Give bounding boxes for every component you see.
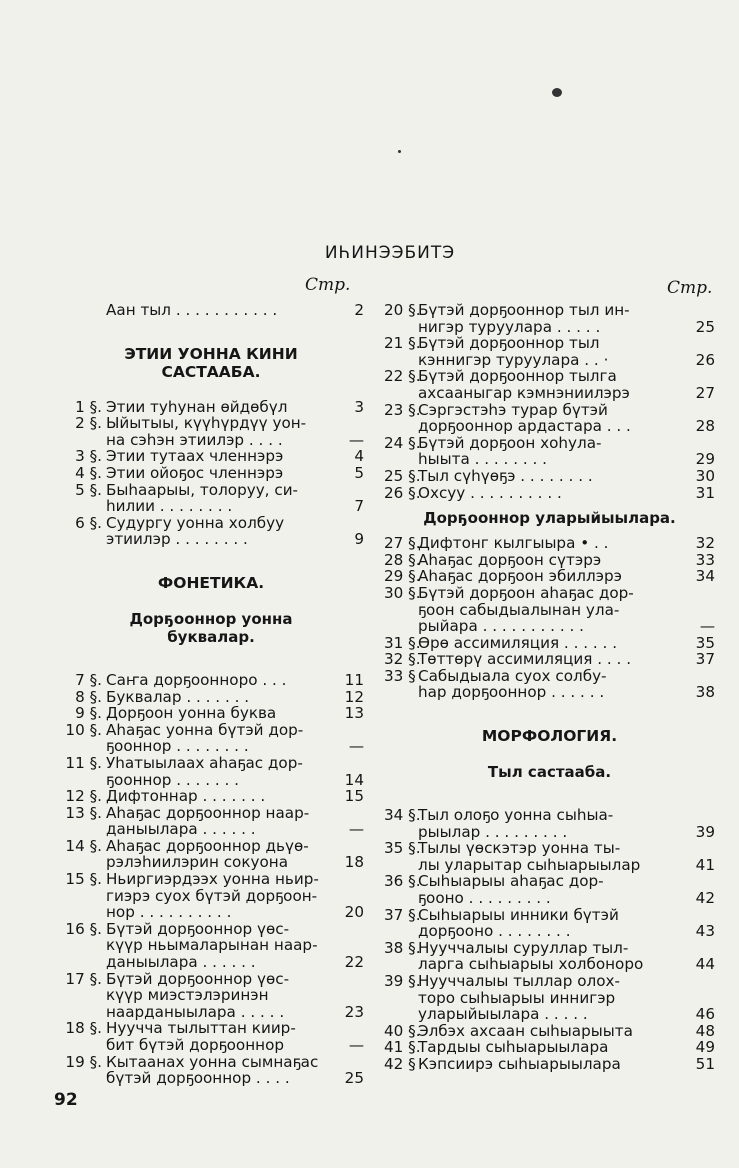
toc-entry-text: Элбэх ахсаан сыһыарыыта — [418, 1022, 633, 1040]
toc-entry-number: 42 § — [384, 1054, 416, 1073]
toc-entry-page: 30 — [695, 466, 715, 485]
page-column-header-right: Стр. — [667, 278, 713, 298]
toc-entry-text: нор . . . . . . . . . . — [106, 904, 232, 921]
subsection-heading: Тыл састааба. — [487, 763, 612, 782]
toc-entry — [58, 705, 364, 722]
toc-entry — [384, 435, 715, 452]
toc-entry-text: Ньиргиэрдээх уонна ньир- — [106, 871, 319, 888]
toc-entry-text: на сэһэн этиилэр . . . . — [106, 431, 283, 449]
toc-entry-text: нигэр туруулара . . . . . — [418, 318, 601, 336]
toc-entry-page: 20 — [344, 903, 364, 922]
toc-entry-text: ҕооннор . . . . . . . . — [106, 738, 249, 755]
toc-entry-text: рэлэһиилэрин сокуона — [106, 854, 289, 872]
toc-entry-number: 34 §. — [384, 806, 421, 825]
page-column-header-left: Стр. — [305, 275, 351, 295]
toc-entry-page: — — [348, 820, 364, 839]
toc-entry-text: ҕоон сабыдыалынан ула- — [418, 601, 620, 619]
toc-entry-text: Аһаҕас дорҕооннор наар- — [106, 804, 310, 822]
toc-entry-text: Бүтэй дорҕоон аһаҕас дор- — [418, 584, 634, 602]
toc-entry — [384, 418, 715, 435]
toc-entry-text: Сэргэстэһэ турар бүтэй — [418, 401, 608, 419]
toc-entry-page: 12 — [344, 687, 364, 706]
page-number: 92 — [54, 1090, 78, 1110]
toc-entry-text: Аһаҕас дорҕоон эбиллэрэ — [418, 568, 622, 585]
toc-entry-text: рыылар . . . . . . . . . — [418, 823, 568, 841]
toc-entry — [384, 319, 715, 336]
toc-entry-number: 7 §. — [75, 670, 102, 689]
toc-entry-page: 38 — [695, 683, 715, 702]
toc-entry-text: гиэрэ суох бүтэй дорҕоон- — [106, 887, 318, 905]
toc-entry — [384, 485, 715, 502]
toc-entry — [58, 498, 364, 515]
toc-entry-number: 12 §. — [65, 787, 102, 806]
section-heading: ЭТИИ УОННА КИНИ — [124, 344, 298, 363]
toc-entry — [384, 824, 715, 841]
toc-entry-text: дорҕооннор ардастара . . . — [418, 418, 631, 435]
toc-entry-number: 29 §. — [384, 567, 421, 586]
toc-right-column — [384, 302, 715, 1073]
toc-entry-page: 9 — [354, 530, 364, 549]
toc-entry-number: 14 §. — [65, 836, 102, 855]
toc-entry-page: 39 — [695, 822, 715, 841]
toc-entry-page: 49 — [695, 1038, 715, 1057]
toc-entry-page: 13 — [344, 704, 364, 723]
toc-entry-text: һилии . . . . . . . . — [106, 498, 233, 515]
toc-entry-page: 32 — [695, 534, 715, 553]
toc-entry-page: 26 — [695, 350, 715, 369]
toc-entry — [58, 465, 364, 482]
toc-entry — [384, 807, 715, 824]
toc-entry-page: — — [348, 1036, 364, 1054]
toc-entry — [58, 1020, 364, 1037]
toc-entry — [384, 352, 715, 369]
toc-entry-number: 28 §. — [384, 550, 421, 569]
toc-entry-number: 11 §. — [65, 753, 102, 772]
toc-entry — [384, 618, 715, 635]
section-heading: МОРФОЛОГИЯ. — [481, 727, 618, 746]
toc-entry-page: 4 — [354, 447, 364, 466]
toc-entry-text: Этии туһунан өйдөбүл — [106, 398, 288, 416]
toc-entry-page: 25 — [344, 1069, 364, 1088]
subsection-heading: Дорҕооннор уонна — [129, 609, 293, 628]
toc-entry-text: Нуучча тылыттан киир- — [106, 1020, 296, 1037]
toc-entry-text: ҕооно . . . . . . . . . — [418, 890, 551, 907]
toc-entry — [384, 668, 715, 685]
toc-entry-text: Этии ойоҕос членнэрэ — [106, 464, 284, 482]
toc-entry — [58, 755, 364, 772]
toc-entry-page: 41 — [695, 855, 715, 874]
toc-entry — [58, 888, 364, 905]
toc-entry-text: Бүтэй дорҕооннор тыл ин- — [418, 302, 630, 319]
toc-entry — [384, 402, 715, 419]
toc-entry-number: 9 §. — [75, 704, 102, 723]
toc-entry — [384, 857, 715, 874]
toc-entry-number: 40 §. — [384, 1021, 421, 1040]
toc-entry-text: Аан тыл . . . . . . . . . . . — [106, 302, 278, 319]
toc-entry — [384, 585, 715, 602]
toc-entry — [58, 448, 364, 465]
toc-entry-text: Дифтонг кылгыыра • . . — [418, 535, 609, 552]
toc-entry — [58, 689, 364, 706]
toc-entry-number: 6 §. — [75, 513, 102, 532]
toc-entry-page: 37 — [695, 650, 715, 669]
toc-entry-text: Сыһыарыы инники бүтэй — [418, 906, 619, 924]
toc-entry-text: Бүтэй дорҕооннор үөс- — [106, 920, 290, 938]
toc-entry — [384, 385, 715, 402]
toc-entry-text: ҕооннор . . . . . . . — [106, 771, 240, 789]
toc-entry-page: 7 — [354, 497, 364, 516]
section-heading: САСТААБА. — [161, 362, 261, 381]
toc-entry-page: 42 — [695, 889, 715, 908]
toc-entry-text: Аһаҕас дорҕоон сүтэрэ — [418, 551, 602, 569]
toc-entry — [58, 515, 364, 532]
toc-entry-page: — — [699, 617, 715, 636]
toc-entry — [58, 432, 364, 449]
toc-entry-text: Төттөрү ассимиляция . . . . — [418, 651, 632, 668]
toc-entry-number: 37 §. — [384, 905, 421, 924]
toc-entry-text: Охсуу . . . . . . . . . . — [418, 484, 562, 502]
toc-entry — [384, 940, 715, 957]
toc-entry-text: ахсааныгар кэмнэниилэрэ — [418, 384, 630, 402]
toc-entry-text: рыйара . . . . . . . . . . . — [418, 618, 584, 635]
toc-entry-number: 27 §. — [384, 534, 421, 553]
toc-entry-text: күүр миэстэлэринэн — [106, 987, 269, 1004]
toc-entry-text: торо сыһыарыы иннигэр — [418, 989, 616, 1007]
toc-entry-number: 18 §. — [65, 1019, 102, 1038]
toc-entry-text: Дорҕоон уонна буква — [106, 705, 277, 722]
toc-entry-page: 11 — [344, 670, 364, 689]
toc-entry-number: 3 §. — [75, 447, 102, 466]
toc-entry-page: 34 — [695, 567, 715, 586]
toc-entry — [58, 987, 364, 1004]
toc-entry — [58, 971, 364, 988]
toc-entry — [384, 302, 715, 319]
toc-entry-number: 21 §. — [384, 334, 421, 353]
toc-entry — [384, 956, 715, 973]
toc-entry — [58, 937, 364, 954]
toc-entry-text: этиилэр . . . . . . . . — [106, 531, 248, 548]
toc-entry-text: Кытаанах уонна сымнаҕас — [106, 1053, 319, 1071]
toc-entry-page: 27 — [695, 383, 715, 402]
toc-entry-text: Сыһыарыы аһаҕас дор- — [418, 873, 604, 891]
toc-entry-text: бит бүтэй дорҕооннор — [106, 1037, 285, 1054]
toc-entry-text: Бүтэй дорҕоон хоһула- — [418, 434, 602, 452]
toc-entry — [384, 368, 715, 385]
toc-entry-number: 4 §. — [75, 463, 102, 482]
toc-entry — [384, 1039, 715, 1056]
toc-entry-number: 20 §. — [384, 301, 421, 319]
toc-entry-page: 25 — [695, 317, 715, 336]
toc-entry-number: 17 §. — [65, 969, 102, 988]
toc-entry — [58, 722, 364, 739]
toc-entry-number: 19 §. — [65, 1052, 102, 1071]
toc-entry-page: 48 — [695, 1021, 715, 1040]
toc-entry-text: лы уларытар сыһыарыылар — [418, 856, 641, 874]
toc-entry-number: 16 §. — [65, 919, 102, 938]
toc-entry-number: 23 §. — [384, 400, 421, 419]
toc-entry-page: 29 — [695, 450, 715, 469]
toc-entry-text: даныылара . . . . . . — [106, 821, 256, 838]
toc-entry — [384, 468, 715, 485]
toc-entry-number: 26 §. — [384, 483, 421, 502]
toc-entry-number: 13 §. — [65, 803, 102, 822]
toc-entry-page: 22 — [344, 953, 364, 972]
toc-entry-number: 38 §. — [384, 938, 421, 957]
toc-entry — [384, 335, 715, 352]
toc-entry-page: 33 — [695, 550, 715, 569]
toc-entry-page: 35 — [695, 633, 715, 652]
section-heading: ФОНЕТИКА. — [157, 573, 265, 592]
toc-entry-page: 18 — [344, 853, 364, 872]
toc-entry-page: 2 — [354, 301, 364, 319]
toc-entry — [58, 302, 364, 319]
toc-entry — [58, 1054, 364, 1071]
toc-entry — [384, 552, 715, 569]
toc-entry — [384, 635, 715, 652]
toc-entry-text: һар дорҕооннор . . . . . . — [418, 684, 605, 702]
toc-entry — [58, 772, 364, 789]
toc-entry-text: ларга сыһыарыы холбоноро — [418, 956, 644, 973]
toc-entry-number: 22 §. — [384, 367, 421, 386]
toc-entry-text: Тардыы сыһыарыылара — [418, 1039, 609, 1056]
toc-entry — [58, 871, 364, 888]
toc-entry-text: Тыл сүһүөҕэ . . . . . . . . — [418, 467, 593, 485]
toc-entry-number: 41 §. — [384, 1038, 421, 1057]
toc-entry-page: 46 — [695, 1005, 715, 1024]
toc-entry-page: 5 — [354, 463, 364, 482]
toc-entry-text: Аһаҕас уонна бүтэй дор- — [106, 721, 304, 739]
toc-entry-text: Аһаҕас дорҕооннор дьүө- — [106, 837, 309, 855]
toc-entry — [384, 535, 715, 552]
toc-entry-text: Буквалар . . . . . . . — [106, 688, 250, 706]
toc-entry — [58, 921, 364, 938]
ink-speck — [398, 150, 401, 153]
toc-entry-page: 28 — [695, 417, 715, 436]
toc-entry-text: Бүтэй дорҕооннор тылга — [418, 368, 617, 385]
toc-entry — [384, 973, 715, 990]
toc-entry-page: 3 — [354, 397, 364, 416]
toc-entry-text: Сабыдыала суох солбу- — [418, 667, 607, 685]
toc-entry-text: һыыта . . . . . . . . — [418, 451, 548, 468]
toc-entry-number: 5 §. — [75, 480, 102, 499]
toc-entry-page: — — [348, 430, 364, 449]
toc-entry — [58, 399, 364, 416]
toc-entry-text: Судургу уонна холбуу — [106, 514, 285, 532]
toc-entry-text: Быһаарыы, толоруу, си- — [106, 481, 299, 499]
toc-entry-text: дорҕооно . . . . . . . . — [418, 923, 571, 940]
toc-entry-page: 43 — [695, 922, 715, 941]
toc-entry-number: 8 §. — [75, 687, 102, 706]
toc-entry-text: наарданыылара . . . . . — [106, 1003, 285, 1021]
toc-entry-number: 30 §. — [384, 583, 421, 602]
toc-entry-text: уларыйыылара . . . . . — [418, 1006, 588, 1023]
toc-entry — [384, 1056, 715, 1073]
toc-entry — [58, 805, 364, 822]
toc-entry — [58, 821, 364, 838]
subsection-heading: буквалар. — [167, 627, 255, 646]
toc-entry-number: 33 § — [384, 666, 416, 685]
toc-entry — [384, 451, 715, 468]
toc-entry — [384, 568, 715, 585]
toc-entry — [58, 482, 364, 499]
toc-entry — [384, 840, 715, 857]
toc-entry — [384, 873, 715, 890]
toc-entry — [58, 1070, 364, 1087]
toc-entry-page: 44 — [695, 955, 715, 974]
toc-entry — [384, 1006, 715, 1023]
toc-entry — [384, 923, 715, 940]
toc-entry-number: 35 §. — [384, 839, 421, 858]
toc-entry-text: Бүтэй дорҕооннор тыл — [418, 335, 600, 352]
toc-entry-text: Нууччалыы тыллар олох- — [418, 973, 620, 990]
toc-entry — [58, 738, 364, 755]
toc-entry-text: Тыл олоҕо уонна сыһыа- — [418, 807, 614, 824]
toc-entry-text: Ыйытыы, күүһүрдүү уон- — [106, 415, 307, 432]
toc-entry — [58, 1004, 364, 1021]
toc-entry — [58, 838, 364, 855]
toc-entry-text: Уһатыылаах аһаҕас дор- — [106, 754, 303, 772]
toc-entry-text: бүтэй дорҕооннор . . . . — [106, 1070, 290, 1087]
toc-entry — [384, 684, 715, 701]
toc-entry — [58, 788, 364, 805]
toc-entry-number: 2 §. — [75, 414, 102, 433]
toc-entry — [58, 672, 364, 689]
toc-entry-number: 1 §. — [75, 397, 102, 416]
toc-entry-page: 31 — [695, 483, 715, 502]
toc-entry — [384, 1023, 715, 1040]
toc-entry-text: күүр ньымаларынан наар- — [106, 937, 318, 955]
toc-entry-page: 15 — [344, 787, 364, 806]
toc-entry-number: 25 §. — [384, 466, 421, 485]
toc-entry-number: 39 §. — [384, 972, 421, 990]
toc-entry — [58, 415, 364, 432]
toc-entry — [384, 990, 715, 1007]
page-title: ИҺИНЭЭБИТЭ — [324, 243, 456, 263]
toc-left-column — [58, 302, 364, 1087]
toc-entry-number: 15 §. — [65, 870, 102, 889]
toc-entry-number: 36 §. — [384, 872, 421, 891]
toc-entry-text: Нууччалыы суруллар тыл- — [418, 939, 629, 957]
toc-entry-page: 51 — [695, 1054, 715, 1073]
toc-entry-page: — — [348, 737, 364, 756]
ink-speck — [552, 88, 562, 97]
toc-entry-text: Тылы үөскэтэр уонна ты- — [418, 840, 621, 857]
toc-entry-text: Бүтэй дорҕооннор үөс- — [106, 970, 290, 988]
toc-entry-text: Өрө ассимиляция . . . . . . — [418, 634, 618, 652]
toc-entry — [384, 602, 715, 619]
toc-entry-number: 10 §. — [65, 720, 102, 739]
toc-entry-text: кэннигэр туруулара . . · — [418, 351, 609, 369]
toc-entry — [58, 954, 364, 971]
toc-entry — [384, 651, 715, 668]
toc-entry — [58, 1037, 364, 1054]
toc-entry-number: 24 §. — [384, 433, 421, 452]
toc-entry-text: Этии тутаах членнэрэ — [106, 448, 284, 465]
toc-entry-number: 31 §. — [384, 633, 421, 652]
toc-entry-text: Кэпсиирэ сыһыарыылара — [418, 1055, 621, 1073]
toc-entry — [384, 890, 715, 907]
toc-entry-page: 23 — [344, 1002, 364, 1021]
toc-entry-page: 14 — [344, 770, 364, 789]
toc-entry — [384, 907, 715, 924]
toc-entry — [58, 854, 364, 871]
toc-entry-text: Дифтоннар . . . . . . . — [106, 788, 266, 805]
toc-entry — [58, 531, 364, 548]
subsection-heading: Дорҕооннор уларыйыылара. — [423, 509, 676, 528]
toc-entry-number: 32 §. — [384, 650, 421, 669]
toc-entry — [58, 904, 364, 921]
toc-entry-text: Саҥа дорҕоонноро . . . — [106, 671, 287, 689]
toc-entry-text: даныылара . . . . . . — [106, 954, 256, 971]
